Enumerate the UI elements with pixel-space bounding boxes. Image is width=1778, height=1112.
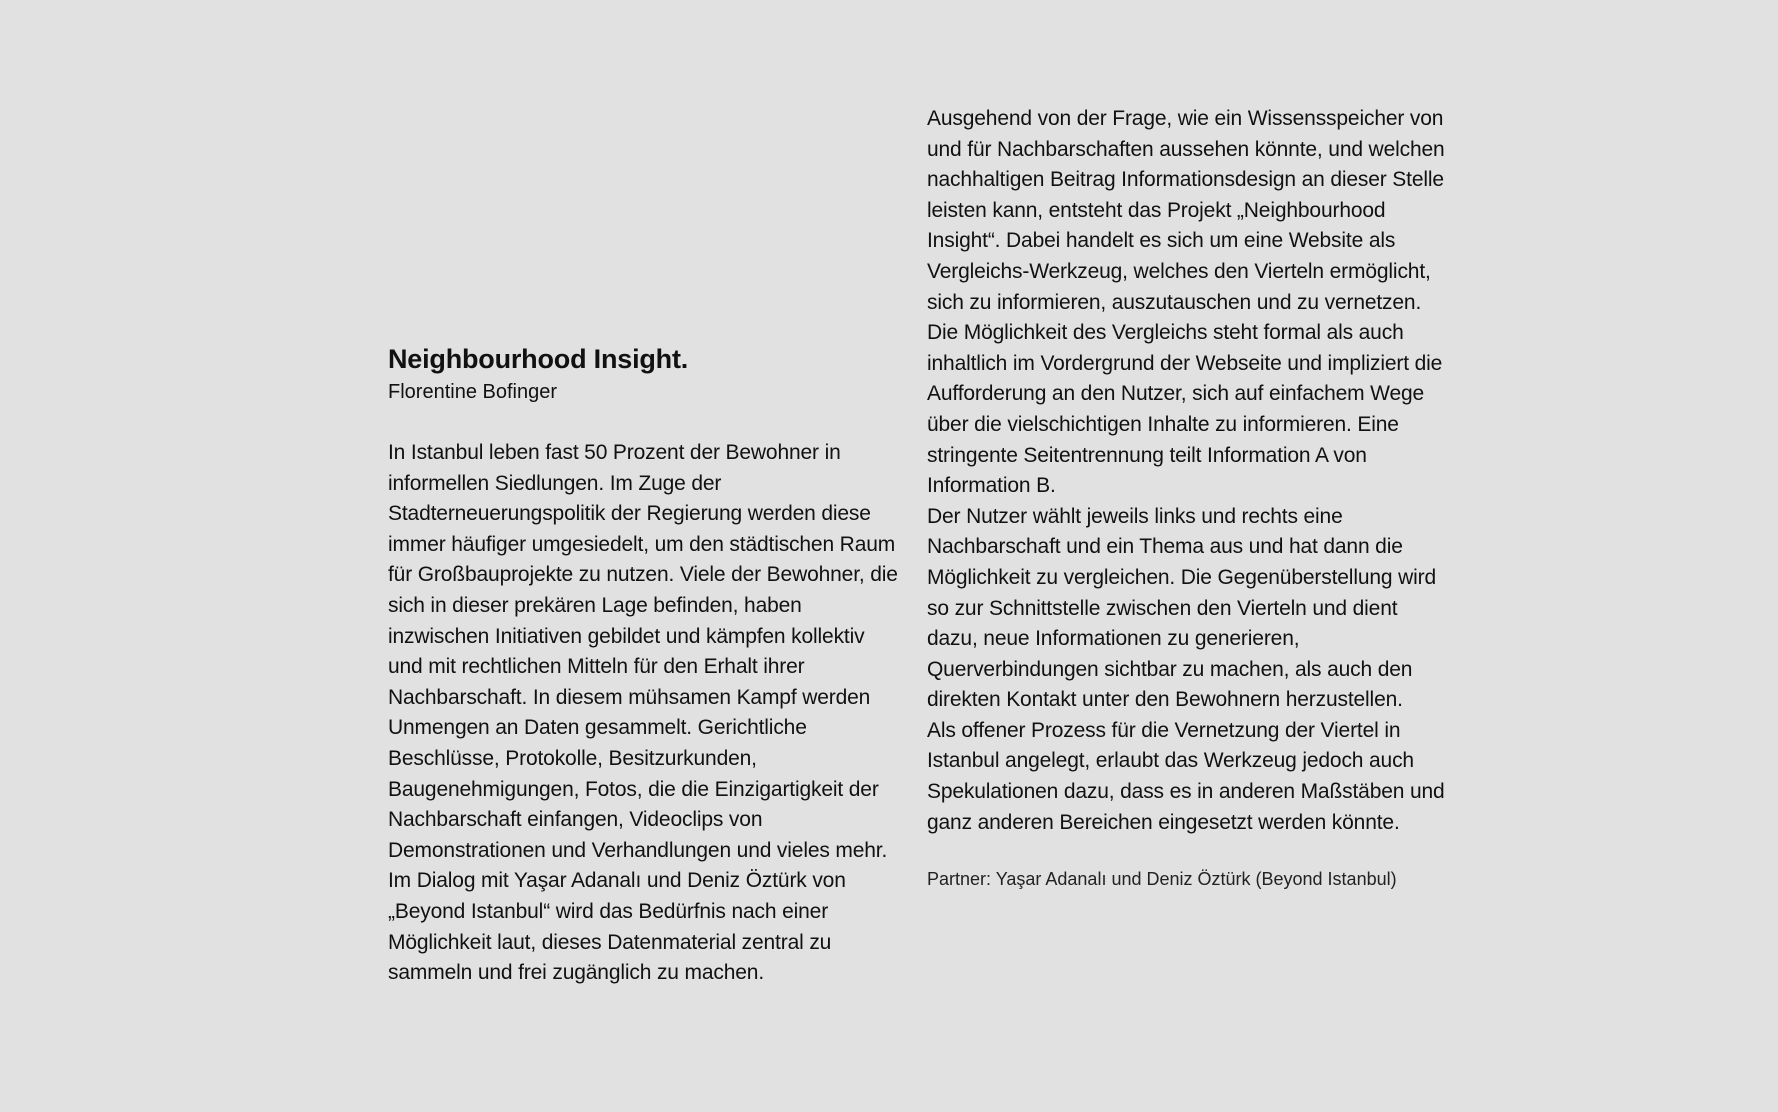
left-paragraph-2: Im Dialog mit Yaşar Adanalı und Deniz Öztürk von „Beyond Istanbul“ wird das Bedürfnis nach einer Möglichkeit laut, dieses Datenmaterial zentral zu sammeln und frei zugänglich zu machen. bbox=[388, 869, 846, 985]
right-paragraph-3: Der Nutzer wählt jeweils links und rechts eine Nachbarschaft und ein Thema aus und hat dann die Möglichkeit zu vergleichen. Die Gegenüberstellung wird so zur Schnittstelle zwischen den Vierteln und dient dazu, neue Informationen zu generieren, Querverbindungen sichtbar zu machen, als auch den direkten Kontakt unter den Bewohnern herzustellen. bbox=[927, 504, 1437, 712]
partner-credit: Partner: Yaşar Adanalı und Deniz Öztürk (Beyond Istanbul) bbox=[927, 869, 1397, 890]
left-column bbox=[388, 340, 898, 989]
right-paragraph-1: Ausgehend von der Frage, wie ein Wissensspeicher von und für Nachbarschaften aussehen könnte, und welchen nachhaltigen Beitrag Informationsdesign an dieser Stelle leisten kann, entsteht das Projekt „Neighbourhood Insight“. Dabei handelt es sich um eine Website als Vergleichs-Werkzeug, welches den Vierteln ermöglicht, sich zu informieren, auszutauschen und zu vernetzen. bbox=[927, 107, 1445, 314]
right-paragraph-2: Die Möglichkeit des Vergleichs steht formal als auch inhaltlich im Vordergrund der Webseite und impliziert die Aufforderung an den Nutzer, sich auf einfachem Wege über die vielschichtigen Inhalte zu informieren. Eine stringente Seitentrennung teilt Information A von Information B. bbox=[927, 321, 1443, 498]
right-paragraph-4: Als offener Prozess für die Vernetzung der Viertel in Istanbul angelegt, erlaubt das Werkzeug jedoch auch Spekulationen dazu, dass es in anderen Maßstäben und ganz anderen Bereichen eingesetzt werden könnte. bbox=[927, 718, 1445, 834]
article-title: Neighbourhood Insight. bbox=[388, 344, 689, 374]
article-author: Florentine Bofinger bbox=[388, 381, 557, 403]
right-column bbox=[927, 104, 1445, 892]
left-paragraph-1: In Istanbul leben fast 50 Prozent der Bewohner in informellen Siedlungen. Im Zuge der Stadterneuerungspolitik der Regierung werden diese immer häufiger umgesiedelt, um den städtischen Raum für Großbauprojekte zu nutzen. Viele der Bewohner, die sich in dieser prekären Lage befinden, haben inzwischen Initiativen gebildet und kämpfen kollektiv und mit rechtlichen Mitteln für den Erhalt ihrer Nachbarschaft. In diesem mühsamen Kampf werden Unmengen an Daten gesammelt. Gerichtliche Beschlüsse, Protokolle, Besitzurkunden, Baugenehmigungen, Fotos, die die Einzigartigkeit der Nachbarschaft einfangen, Videoclips von Demonstrationen und Verhandlungen und vieles mehr. bbox=[388, 441, 898, 862]
